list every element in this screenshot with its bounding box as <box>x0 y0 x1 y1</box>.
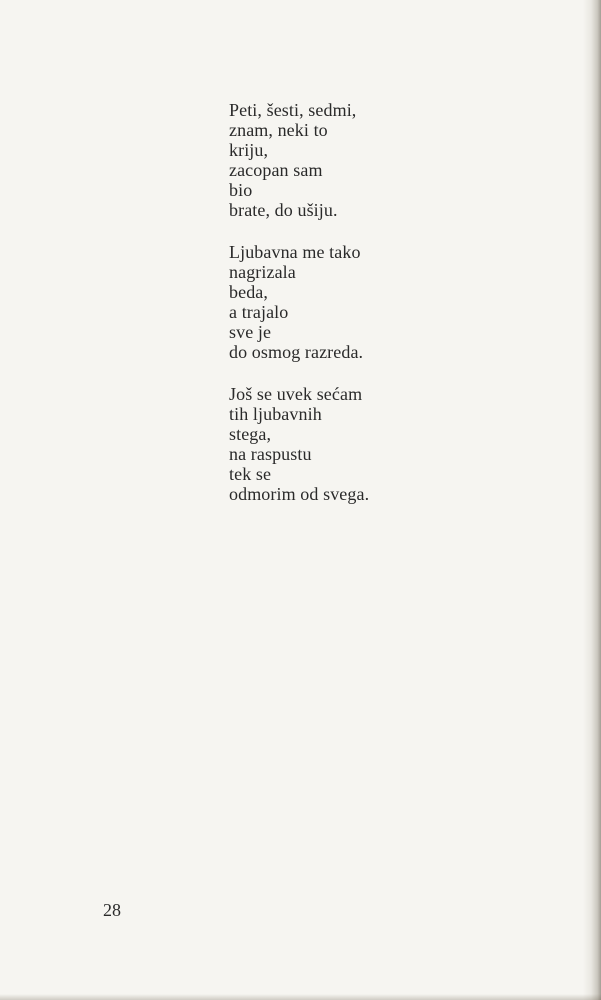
poem-line: a trajalo <box>229 302 289 322</box>
page-bottom-edge <box>0 994 601 1000</box>
poem-line: Još se uvek sećam <box>229 384 363 404</box>
poem-line: na raspustu <box>229 444 312 464</box>
poem-line: do osmog razreda. <box>229 342 364 362</box>
poem-line: odmorim od svega. <box>229 484 370 504</box>
poem-line: bio <box>229 180 253 200</box>
poem-line: sve je <box>229 322 272 342</box>
poem-line: nagrizala <box>229 262 296 282</box>
page-number: 28 <box>103 900 121 920</box>
poem-line: beda, <box>229 282 268 302</box>
poem-line: Ljubavna me tako <box>229 242 361 262</box>
stanza-1 <box>229 100 559 220</box>
poem-line: tih ljubavnih <box>229 404 322 424</box>
poem <box>229 100 559 526</box>
poem-line: Peti, šesti, sedmi, <box>229 100 357 120</box>
stanza-2 <box>229 242 559 362</box>
poem-line: tek se <box>229 464 272 484</box>
poem-line: kriju, <box>229 140 269 160</box>
page-edge-shadow <box>583 0 601 1000</box>
poem-line: zacopan sam <box>229 160 323 180</box>
poem-line: znam, neki to <box>229 120 328 140</box>
stanza-3 <box>229 384 559 504</box>
poem-line: brate, do ušiju. <box>229 200 338 220</box>
poem-line: stega, <box>229 424 272 444</box>
